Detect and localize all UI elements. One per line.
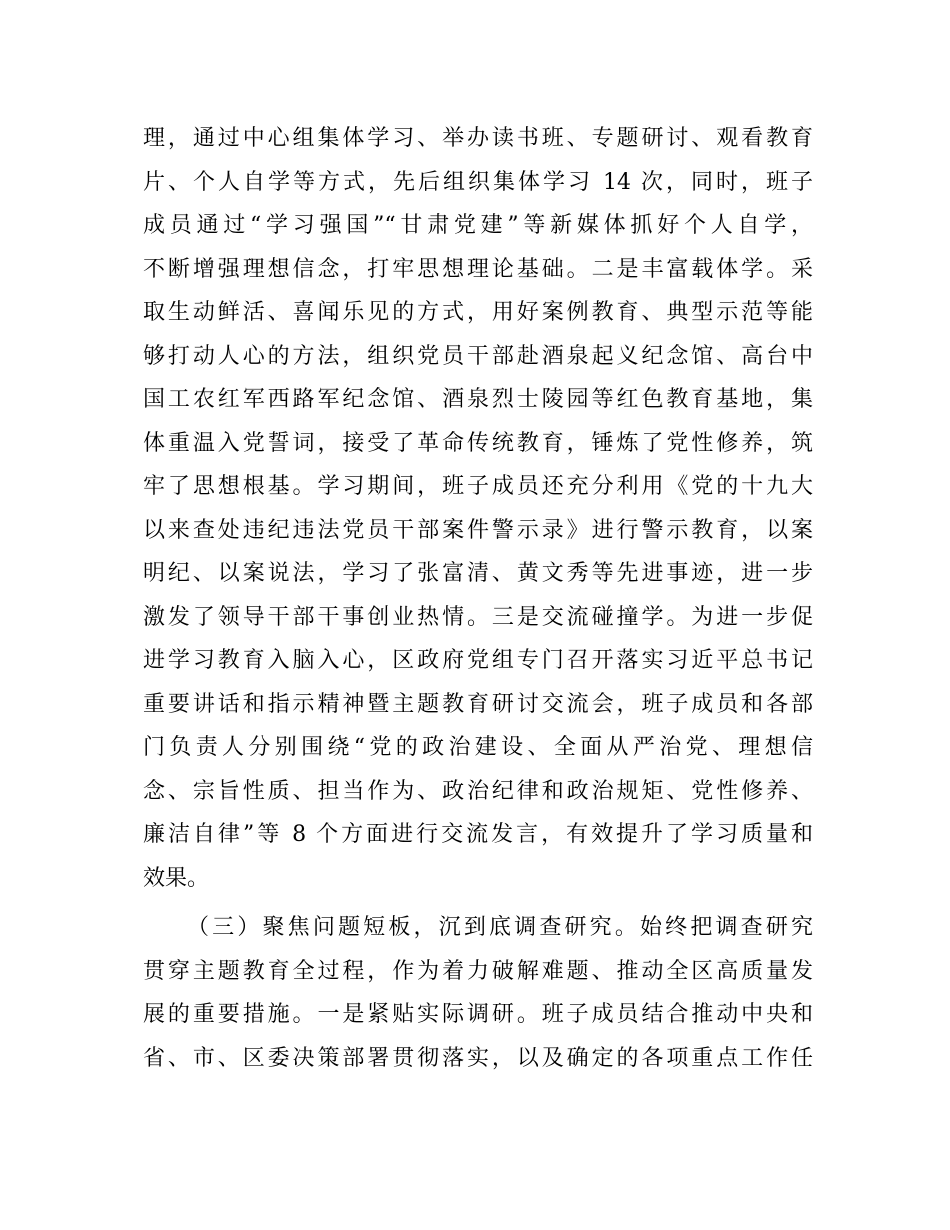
- section-heading-line: （三）聚焦问题短板，沉到底调查研究。始终把调查研究: [187, 915, 813, 940]
- paragraph-investigation-research: [143, 906, 813, 1080]
- text-line: 不断增强理想信念，打牢思想理论基础。二是丰富载体学。采: [143, 256, 813, 282]
- text-line: 效果。: [143, 865, 210, 891]
- text-line: 够打动人心的方法，组织党员干部赴酒泉起义纪念馆、高台中: [143, 343, 813, 369]
- text-line: 激发了领导干部干事创业热情。三是交流碰撞学。为进一步促: [143, 604, 813, 630]
- text-line: 国工农红军西路军纪念馆、酒泉烈士陵园等红色教育基地，集: [143, 387, 813, 412]
- text-line: 省、市、区委决策部署贯彻落实，以及确定的各项重点工作任: [143, 1045, 813, 1071]
- text-line: 以来查处违纪违法党员干部案件警示录》进行警示教育，以案: [143, 517, 813, 543]
- text-line: 廉洁自律”等 8 个方面进行交流发言，有效提升了学习质量和: [143, 822, 813, 847]
- text-line: 成员通过“学习强国”“甘肃党建”等新媒体抓好个人自学，: [143, 213, 813, 238]
- text-line: 进学习教育入脑入心，区政府党组专门召开落实习近平总书记: [143, 648, 813, 673]
- document-body: [143, 117, 813, 1080]
- text-line: 取生动鲜活、喜闻乐见的方式，用好案例教育、典型示范等能: [143, 300, 813, 325]
- text-line: 理，通过中心组集体学习、举办读书班、专题研讨、观看教育: [143, 126, 813, 151]
- text-line: 牢了思想根基。学习期间，班子成员还充分利用《党的十九大: [143, 474, 813, 499]
- text-line: 片、个人自学等方式，先后组织集体学习 14 次，同时，班子: [143, 169, 813, 195]
- text-line: 门负责人分别围绕“党的政治建设、全面从严治党、理想信: [143, 735, 813, 760]
- text-line: 贯穿主题教育全过程，作为着力破解难题、推动全区高质量发: [143, 958, 813, 984]
- text-line: 体重温入党誓词，接受了革命传统教育，锤炼了党性修养，筑: [143, 430, 813, 456]
- paragraph-learning-methods: [143, 117, 813, 900]
- text-line: 重要讲话和指示精神暨主题教育研讨交流会，班子成员和各部: [143, 691, 813, 717]
- text-line: 念、宗旨性质、担当作为、政治纪律和政治规矩、党性修养、: [143, 778, 813, 804]
- text-line: 展的重要措施。一是紧贴实际调研。班子成员结合推动中央和: [143, 1002, 813, 1027]
- text-line: 明纪、以案说法，学习了张富清、黄文秀等先进事迹，进一步: [143, 561, 813, 586]
